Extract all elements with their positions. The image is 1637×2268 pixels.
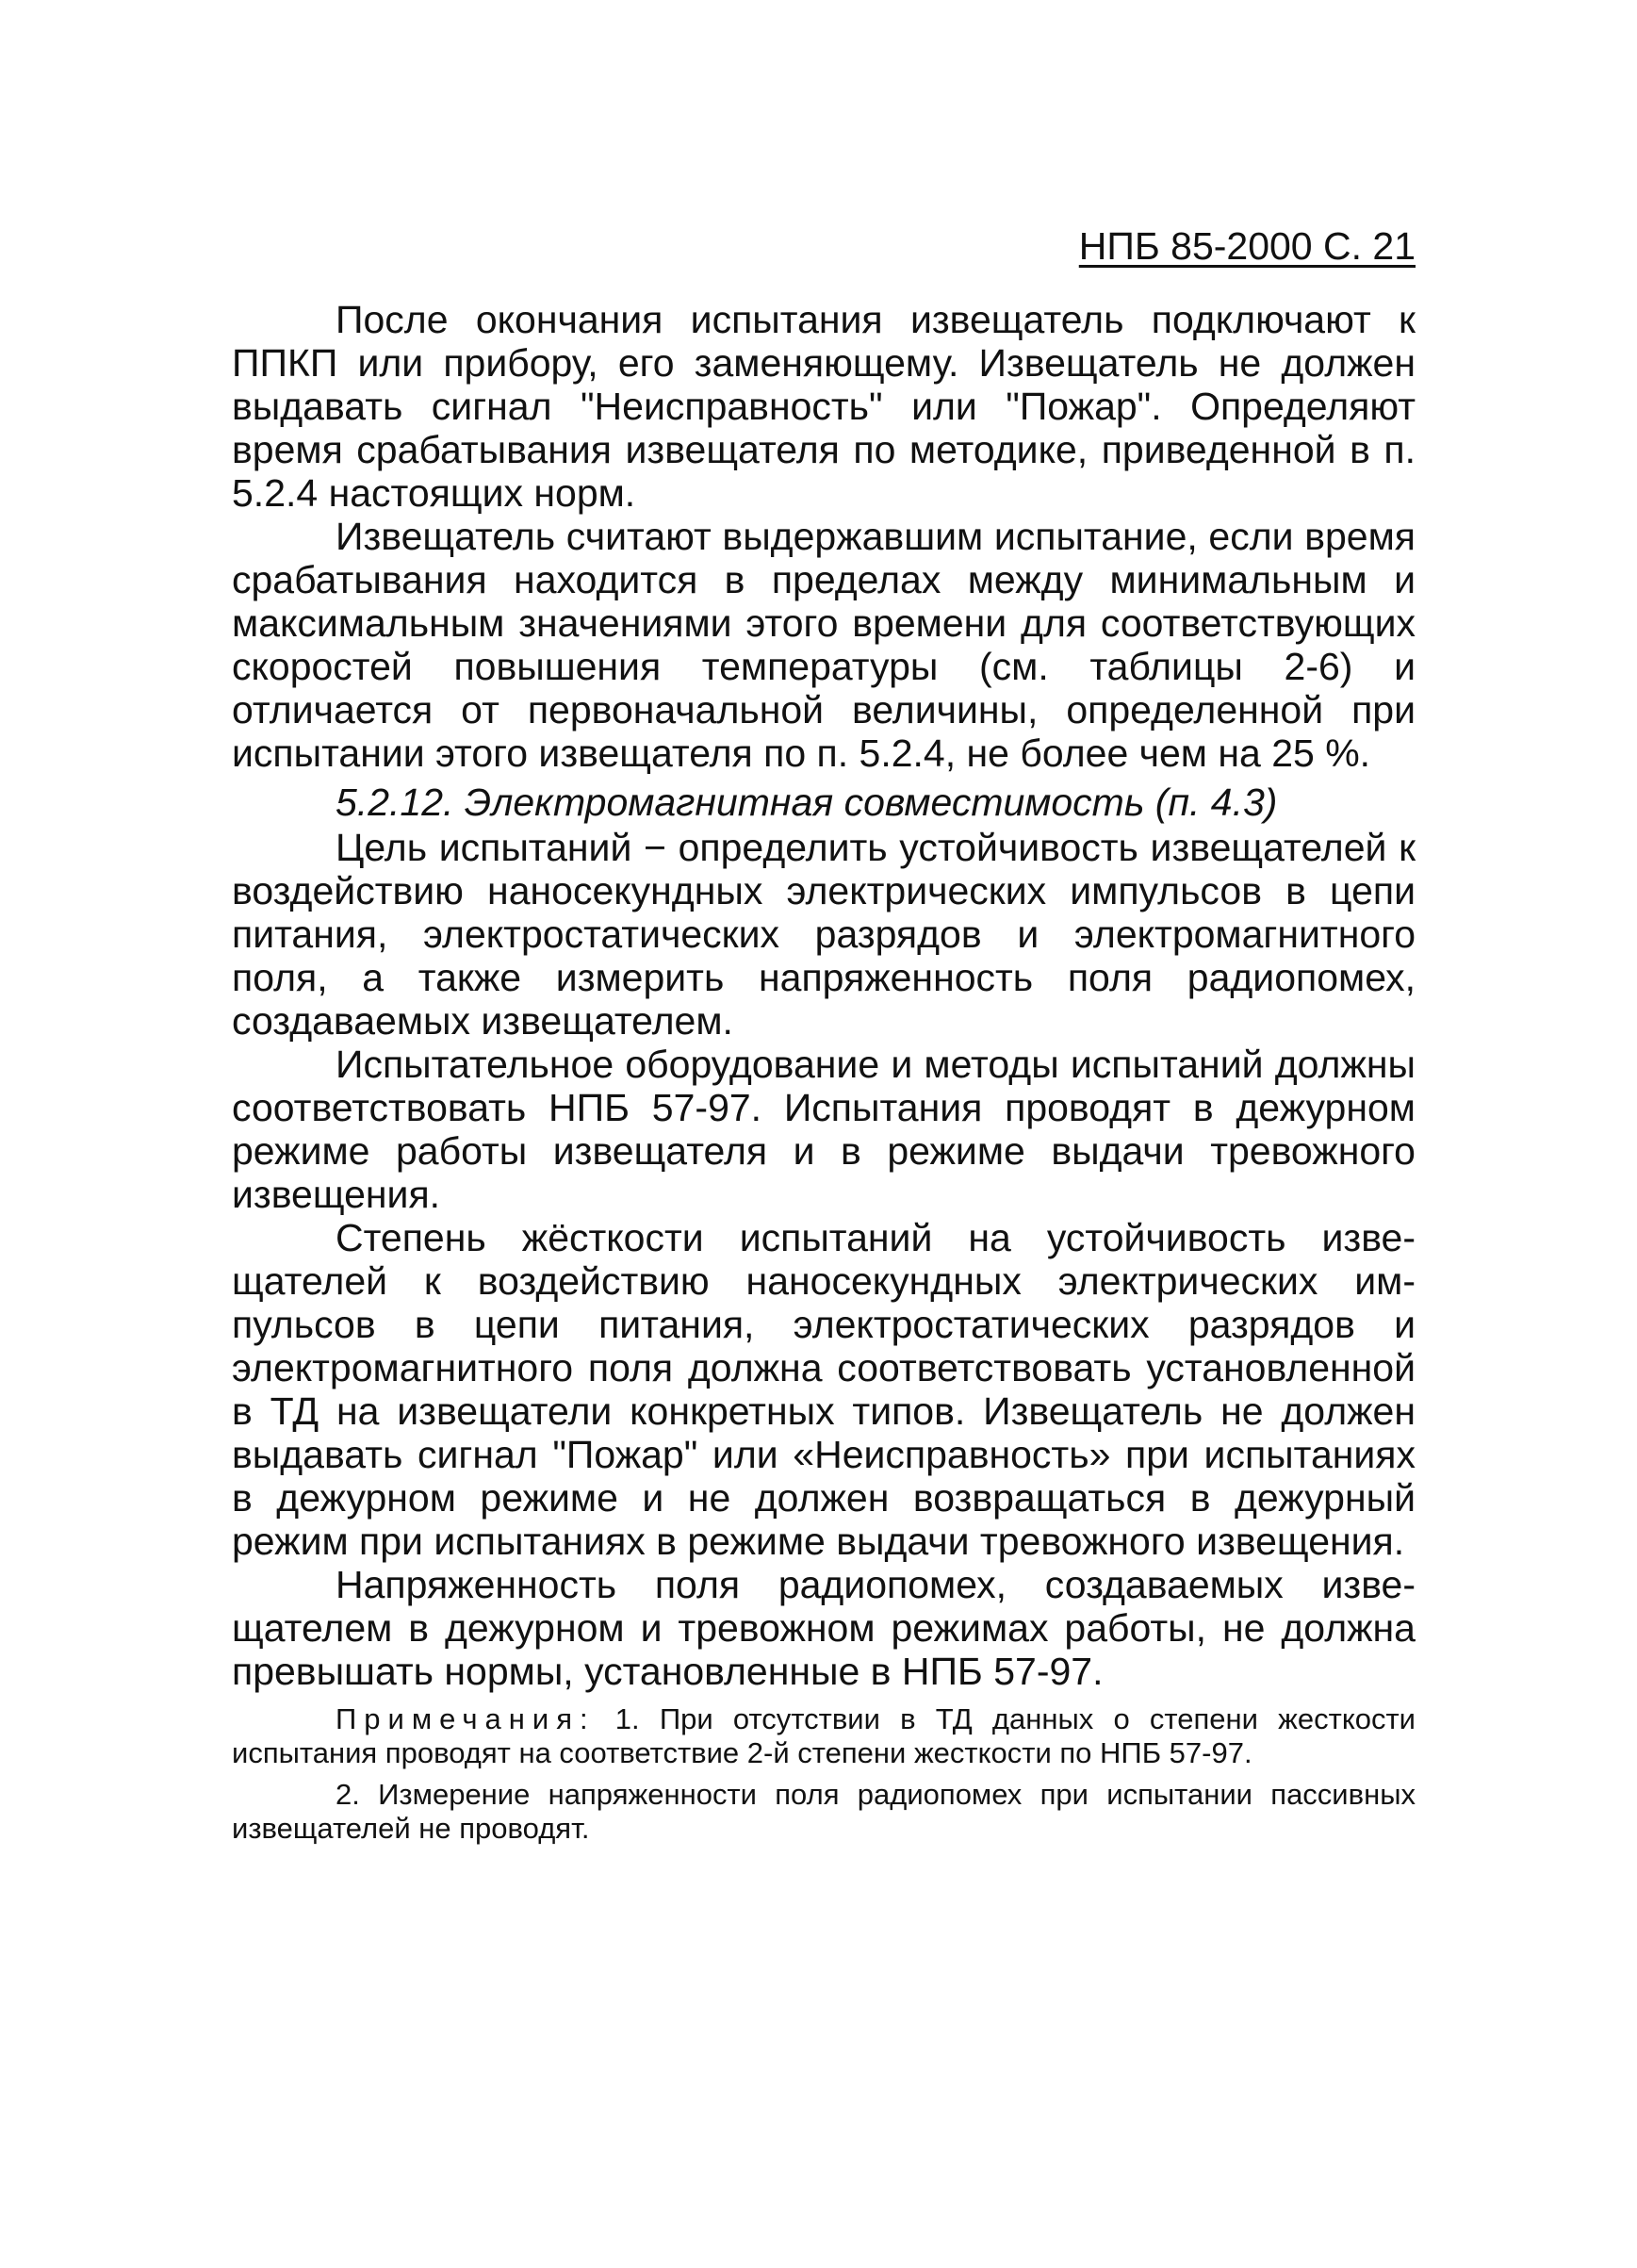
paragraph-radio-interference: Напряженность поля радиопомех, создаваемых извещателем в дежурном и тревожном режимах работы, не должна превышать нормы, установленные в НПБ 57-97. [232, 1563, 1416, 1693]
notes-block [232, 1702, 1416, 1846]
paragraph-purpose: Цель испытаний − определить устойчивость извещателей к воздействию наносекундных электрических импульсов в цепи питания, электростатических разрядов и электромагнитного поля, а также измерить напряженность поля радиопомех, создаваемых извещателем. [232, 826, 1416, 1043]
document-body [232, 298, 1416, 1846]
section-heading: 5.2.12. Электромагнитная совместимость (п. 4.3) [336, 781, 1278, 824]
paragraph-pass-criteria: Извещатель считают выдержавшим испытание, если время срабатывания находится в пределах между минимальным и максимальным значениями этого времени для соответствующих скоростей повышения температуры (см. таблицы 2-6) и отличается от первоначальной величины, определенной при испытании этого извещателя по п. 5.2.4, не более чем на 25 %. [232, 515, 1416, 775]
note-item-2: 2. Измерение напряженности поля радиопомех при испытании пассивных извещателей не проводят. [232, 1778, 1416, 1845]
paragraph-severity: Степень жёсткости испытаний на устойчивость извещателей к воздействию наносекундных электрических импульсов в цепи питания, электростатических разрядов и электромагнитного поля должна соответствовать установленной в ТД на извещатели конкретных типов. Извещатель не должен выдавать сигнал "Пожар" или «Неисправность» при испытаниях в дежурном режиме и не должен возвращаться в дежурный режим при испытаниях в режиме выдачи тревожного извещения. [232, 1216, 1416, 1563]
note-item-1 [232, 1702, 1416, 1770]
paragraph-after-test: После окончания испытания извещатель подключают к ППКП или прибору, его заменяющему. Извещатель не должен выдавать сигнал "Неисправность" или "Пожар". Определяют время срабатывания извещателя по методике, приведенной в п. 5.2.4 настоящих норм. [232, 298, 1416, 515]
paragraph-equipment: Испытательное оборудование и методы испытаний должны соответствовать НПБ 57-97. Испытания проводят в дежурном режиме работы извещателя и в режиме выдачи тревожного извещения. [232, 1043, 1416, 1216]
page-header-doc-ref: НПБ 85-2000 С. 21 [1078, 224, 1416, 268]
note-text-1: 1. При отсутствии в ТД данных о степени жесткости испытания проводят на соответствие 2-й степени жесткости по НПБ 57-97. [232, 1702, 1416, 1769]
notes-label: Примечания: [336, 1702, 596, 1735]
